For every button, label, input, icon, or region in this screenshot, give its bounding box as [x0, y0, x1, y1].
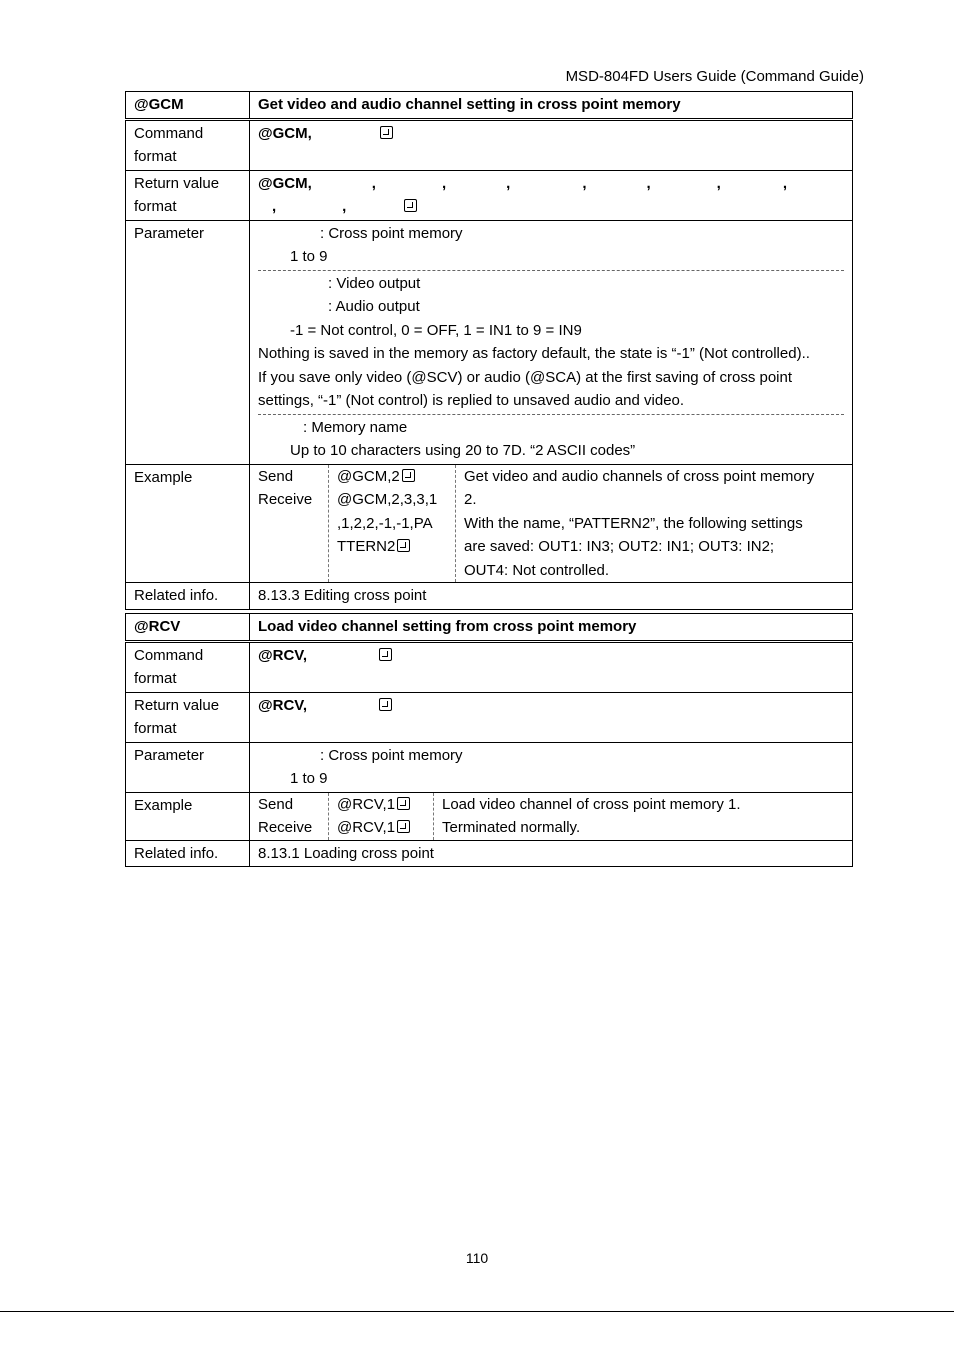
return-key-icon	[379, 648, 392, 661]
rcv-related-row	[126, 840, 853, 867]
gcm-return-row	[126, 170, 853, 220]
gcm-related-label: Related info.	[126, 583, 250, 610]
footer-divider	[0, 1311, 954, 1312]
rcv-related-label: Related info.	[126, 840, 250, 867]
gcm-command-format: @GCM,	[250, 119, 853, 170]
gcm-title: Get video and audio channel setting in cross point memory	[250, 92, 853, 120]
gcm-command-table	[125, 91, 853, 610]
rcv-return-row	[126, 692, 853, 742]
return-key-icon	[397, 539, 410, 552]
rcv-parameter-row	[126, 742, 853, 792]
return-key-icon	[404, 199, 417, 212]
rcv-title-row	[126, 614, 853, 642]
rcv-name: @RCV	[126, 614, 250, 642]
gcm-related-row	[126, 583, 853, 610]
rcv-example-body: Send Receive @RCV,1 @RCV,1 Load video channel of cross point memory 1. Terminated normally.	[250, 792, 853, 840]
rcv-command-row	[126, 641, 853, 692]
gcm-example-row	[126, 464, 853, 583]
rcv-example-row	[126, 792, 853, 840]
gcm-title-row	[126, 92, 853, 120]
rcv-example-receive-cmd: @RCV,1	[337, 819, 396, 836]
gcm-name: @GCM	[126, 92, 250, 120]
return-key-icon	[402, 469, 415, 482]
gcm-example-label: Example	[126, 464, 250, 583]
rcv-command-format: @RCV,	[250, 641, 853, 692]
gcm-parameter-body: : Cross point memory 1 to 9 : Video output : Audio output -1 = Not control, 0 = OFF, 1 = IN1 to 9 = IN9 Nothing is saved in the memory as factory default, the state is “-1” (Not controlled).. If you save only video (@SCV) or audio (@SCA) at the first saving of cross point settings, “-1” (Not control) is replied to unsaved audio and video. : Memory name Up to 10 characters using 20 to 7D. “2 ASCII codes”	[250, 220, 853, 464]
gcm-example-description: Get video and audio channels of cross point memory 2. With the name, “PATTERN2”, the following settings are saved: OUT1: IN3; OUT2: IN1; OUT3: IN2; OUT4: Not controlled.	[464, 467, 815, 579]
return-key-icon	[397, 820, 410, 833]
page-header: MSD-804FD Users Guide (Command Guide)	[565, 68, 864, 85]
rcv-command-label: Command format	[126, 641, 250, 692]
return-key-icon	[397, 797, 410, 810]
gcm-command-label: Command format	[126, 119, 250, 170]
rcv-example-description: Load video channel of cross point memory 1. Terminated normally.	[442, 795, 741, 836]
gcm-command-row	[126, 119, 853, 170]
gcm-related-info: 8.13.3 Editing cross point	[250, 583, 853, 610]
gcm-parameter-label: Parameter	[126, 220, 250, 464]
rcv-example-send-cmd: @RCV,1	[337, 795, 396, 813]
return-key-icon	[380, 126, 393, 139]
page-number: 110	[465, 1250, 489, 1266]
rcv-title: Load video channel setting from cross point memory	[250, 614, 853, 642]
rcv-command-table	[125, 613, 853, 867]
rcv-parameter-label: Parameter	[126, 742, 250, 792]
gcm-parameter-row	[126, 220, 853, 464]
rcv-example-label: Example	[126, 792, 250, 840]
gcm-return-format: @GCM, , , , , , , , , ,	[250, 170, 853, 220]
gcm-return-label: Return value format	[126, 170, 250, 220]
rcv-return-format: @RCV,	[250, 692, 853, 742]
rcv-parameter-body: : Cross point memory 1 to 9	[250, 742, 853, 792]
rcv-related-info: 8.13.1 Loading cross point	[250, 840, 853, 867]
gcm-example-body: Send Receive @GCM,2 @GCM,2,3,3,1 ,1,2,2,-1,-1,PA TTERN2 Get video and audio channels of cross point memory 2. With the name, “PATTERN2”, the following settings are saved: OUT1: IN3; OUT2: IN1; OUT3: IN2; OUT4: Not controlled.	[250, 464, 853, 583]
gcm-example-send-cmd: @GCM,2	[337, 467, 400, 485]
rcv-return-label: Return value format	[126, 692, 250, 742]
return-key-icon	[379, 698, 392, 711]
